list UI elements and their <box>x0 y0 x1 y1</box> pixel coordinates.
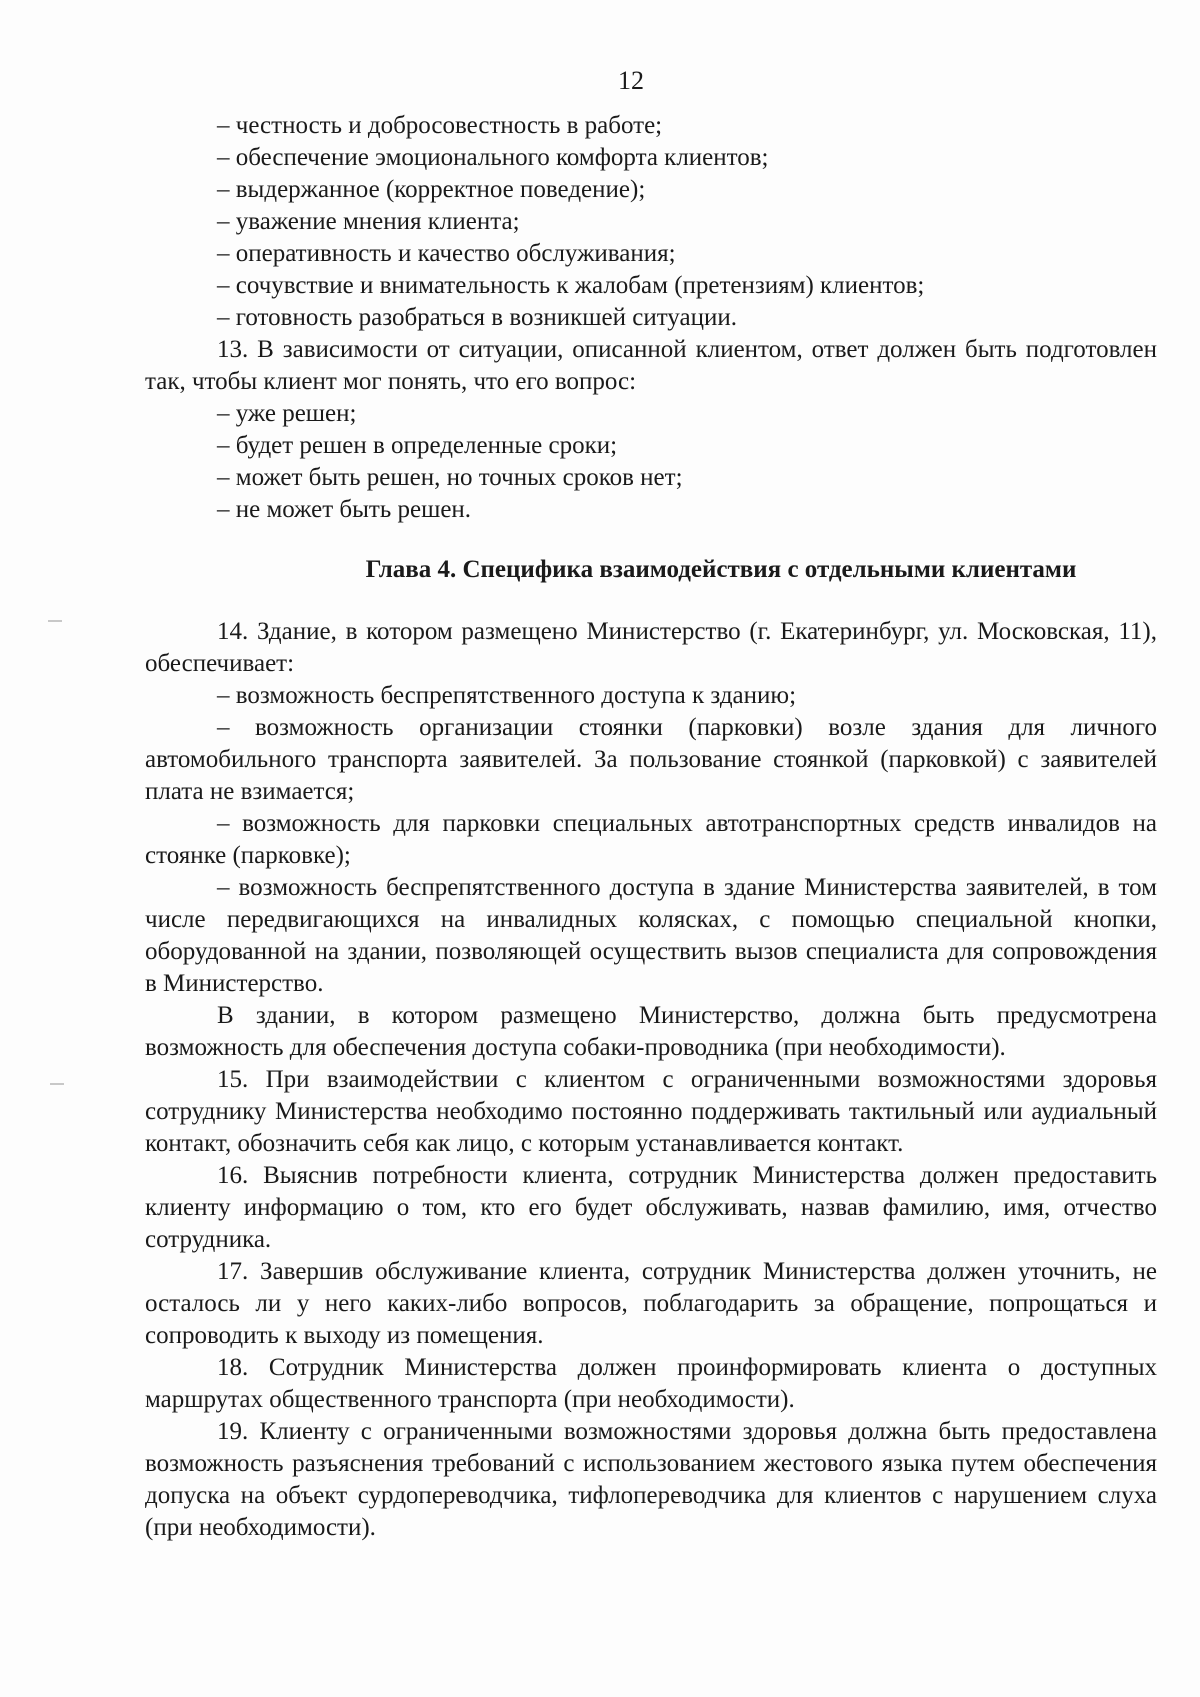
paragraph-item-14-note: В здании, в котором размещено Министерство, должна быть предусмотрена возможность для обеспечения доступа собаки-проводника (при необходимости). <box>145 1002 1157 1061</box>
list-item: – готовность разобраться в возникшей ситуации. <box>217 304 737 331</box>
list-item: – обеспечение эмоционального комфорта клиентов; <box>217 144 769 171</box>
list-item: – выдержанное (корректное поведение); <box>217 176 646 203</box>
page-number: 12 <box>618 66 644 95</box>
paragraph-item-14: 14. Здание, в котором размещено Министерство (г. Екатеринбург, ул. Московская, 11), обеспечивает: <box>145 618 1157 677</box>
list-item: – уже решен; <box>217 400 357 427</box>
document-body <box>145 110 1157 1544</box>
list-item: – уважение мнения клиента; <box>217 208 520 235</box>
paragraph-item-16: 16. Выяснив потребности клиента, сотрудник Министерства должен предоставить клиенту информацию о том, кто его будет обслуживать, назвав фамилию, имя, отчество сотрудника. <box>145 1162 1157 1253</box>
list-item: – не может быть решен. <box>217 496 472 523</box>
list-item: – сочувствие и внимательность к жалобам (претензиям) клиентов; <box>217 272 925 299</box>
scan-speck <box>48 620 62 622</box>
list-item: – возможность беспрепятственного доступа в здание Министерства заявителей, в том числе передвигающихся на инвалидных колясках, с помощью специальной кнопки, оборудованной на здании, позволяющей осуществить вызов специалиста для сопровождения в Министерство. <box>145 874 1157 997</box>
paragraph-item-13: 13. В зависимости от ситуации, описанной клиентом, ответ должен быть подготовлен так, чтобы клиент мог понять, что его вопрос: <box>145 336 1157 395</box>
paragraph-item-15: 15. При взаимодействии с клиентом с ограниченными возможностями здоровья сотруднику Министерства необходимо постоянно поддерживать тактильный или аудиальный контакт, обозначить себя как лицо, с которым устанавливается контакт. <box>145 1066 1157 1157</box>
list-item: – возможность для парковки специальных автотранспортных средств инвалидов на стоянке (парковке); <box>145 810 1157 869</box>
paragraph-item-17: 17. Завершив обслуживание клиента, сотрудник Министерства должен уточнить, не осталось ли у него каких-либо вопросов, поблагодарить за обращение, попрощаться и сопроводить к выходу из помещения. <box>145 1258 1157 1349</box>
list-item: – возможность беспрепятственного доступа к зданию; <box>217 682 797 709</box>
paragraph-item-19: 19. Клиенту с ограниченными возможностями здоровья должна быть предоставлена возможность разъяснения требований с использованием жестового языка путем обеспечения допуска на объект сурдопереводчика, тифлопереводчика для клиентов с нарушением слуха (при необходимости). <box>145 1418 1157 1541</box>
list-item: – будет решен в определенные сроки; <box>217 432 618 459</box>
list-item: – оперативность и качество обслуживания; <box>217 240 676 267</box>
paragraph-item-18: 18. Сотрудник Министерства должен проинформировать клиента о доступных маршрутах общественного транспорта (при необходимости). <box>145 1354 1157 1413</box>
list-item: – может быть решен, но точных сроков нет; <box>217 464 683 491</box>
list-item: – возможность организации стоянки (парковки) возле здания для личного автомобильного транспорта заявителей. За пользование стоянкой (парковкой) с заявителей плата не взимается; <box>145 714 1157 805</box>
chapter-heading: Глава 4. Специфика взаимодействия с отдельными клиентами <box>365 556 1077 583</box>
scan-speck <box>50 1083 64 1085</box>
list-item: – честность и добросовестность в работе; <box>217 112 663 139</box>
